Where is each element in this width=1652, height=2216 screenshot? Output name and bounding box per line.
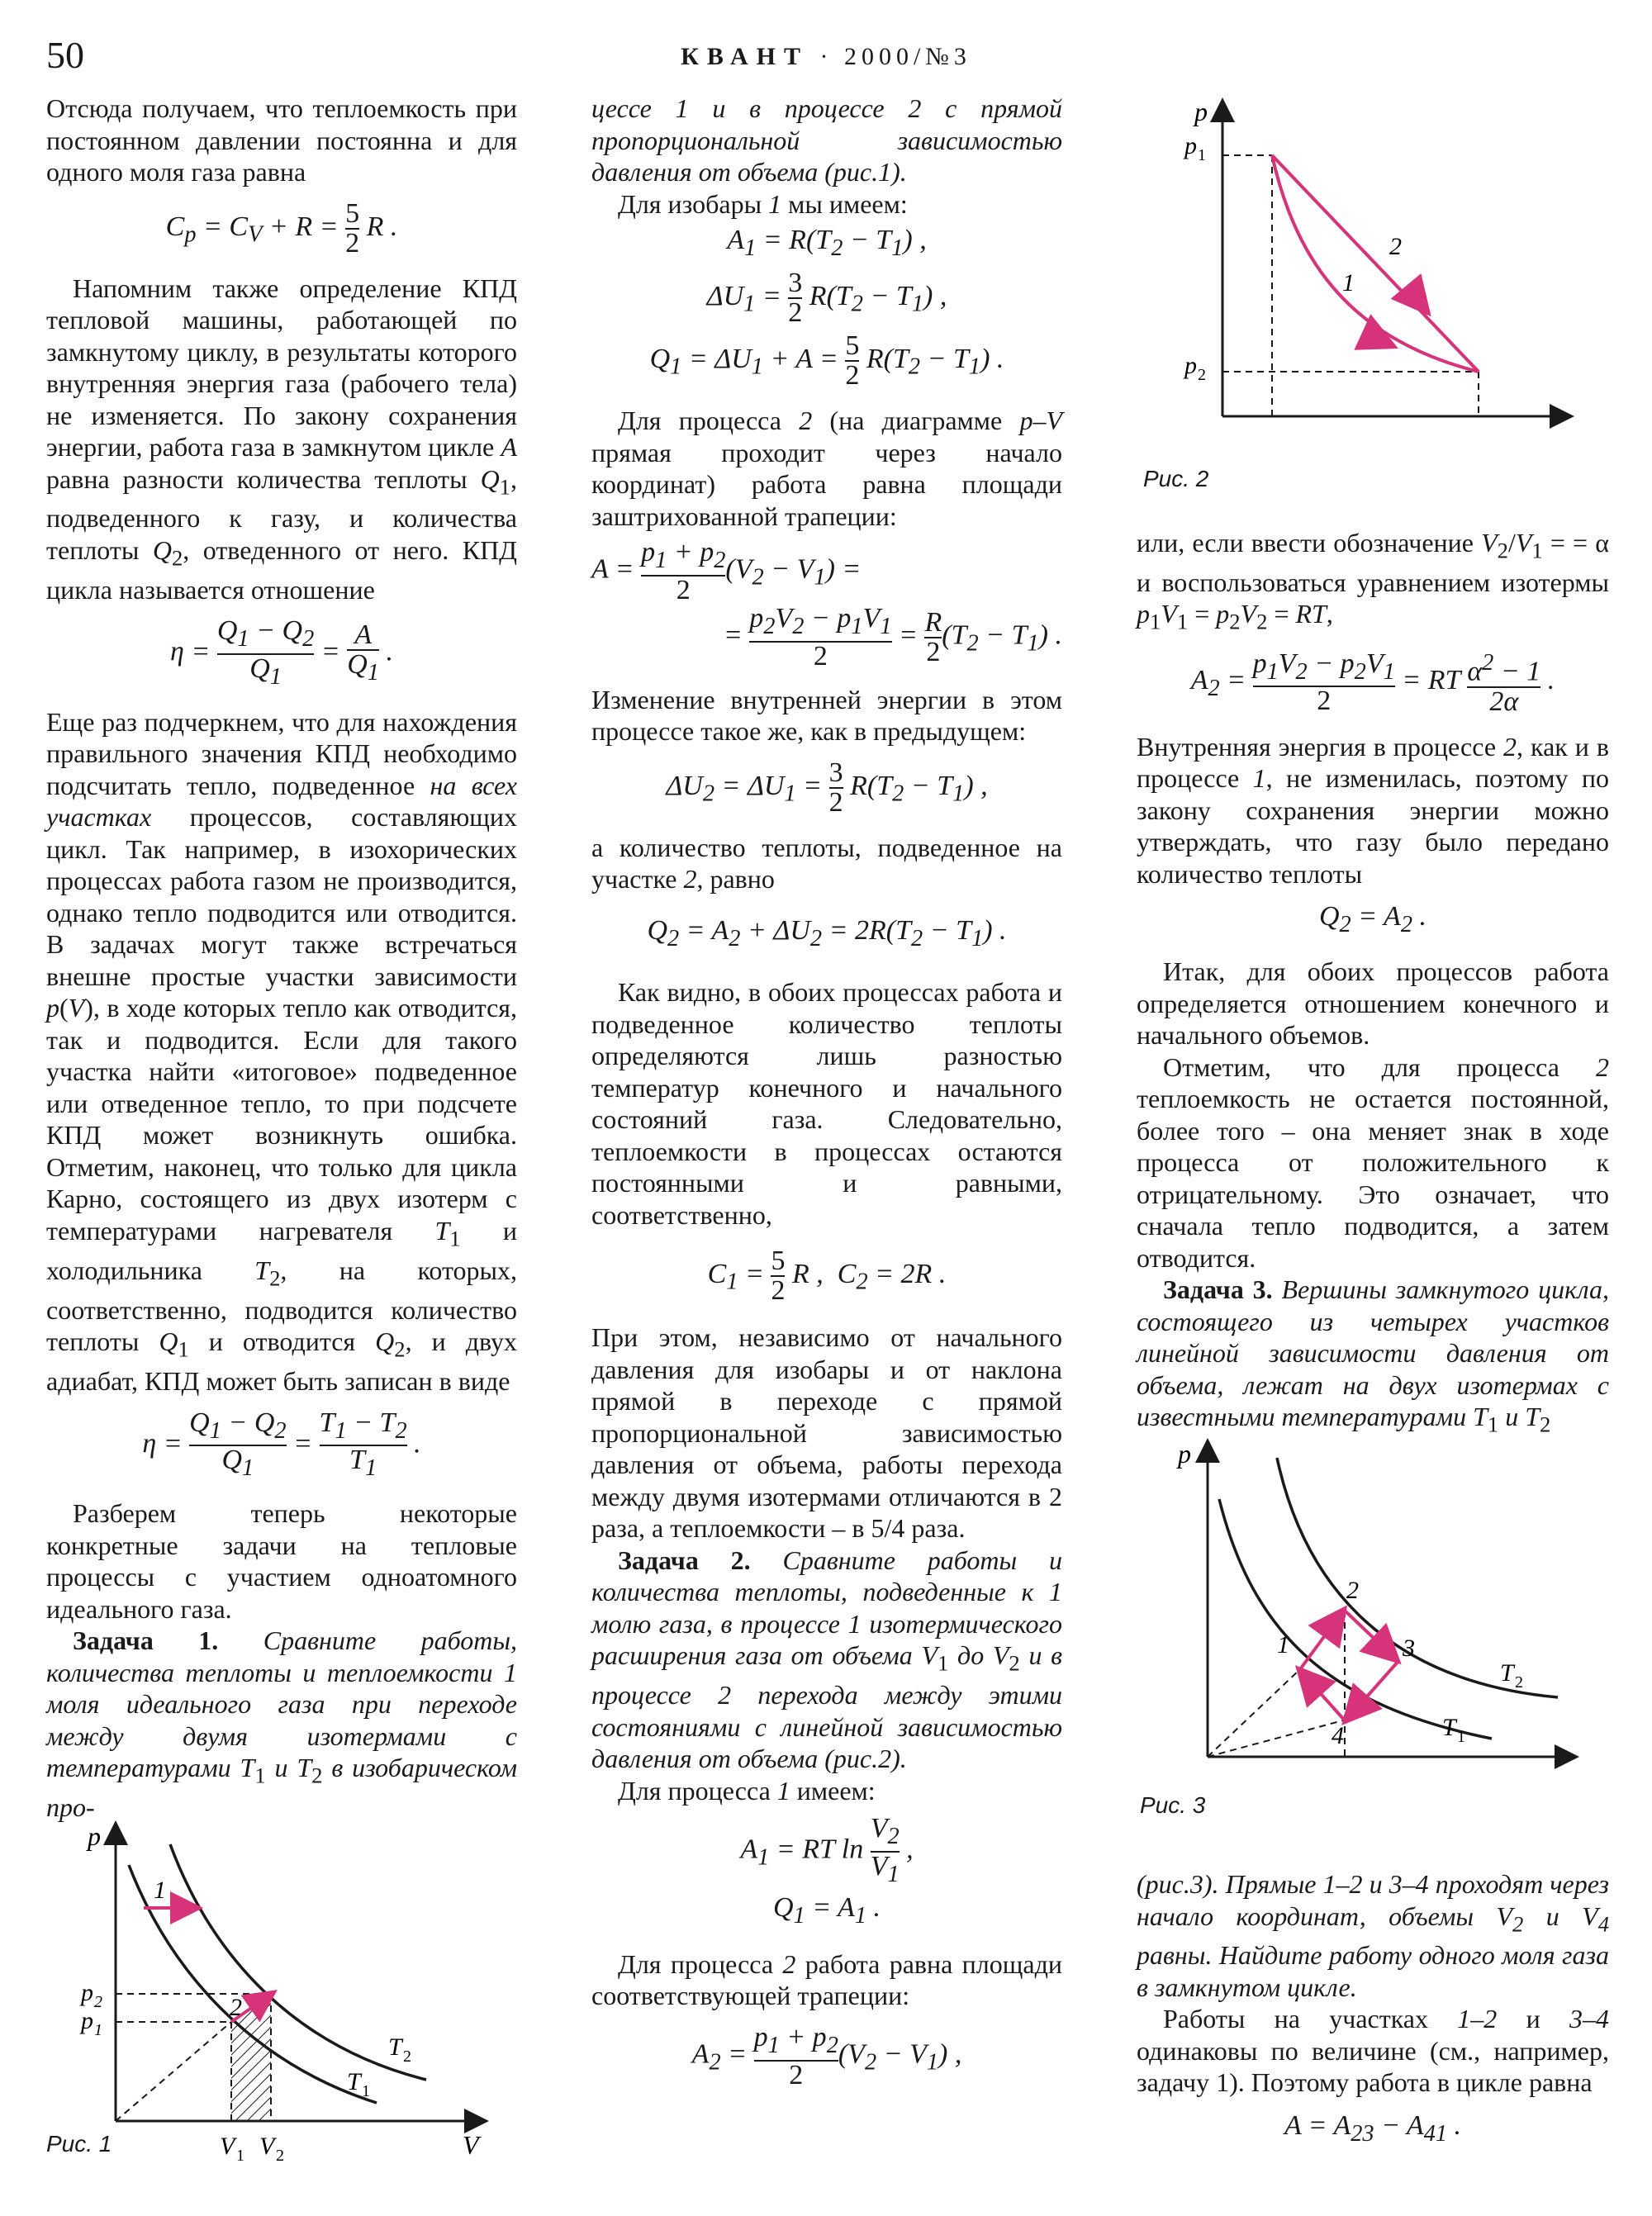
task-2: Задача 2. Сравните работы и количества теплоты, подведенные к 1 молю газа, в процессе 1 изотермического расширения газа от объема $V_1$ до $V_2$ и в процессе 2 перехода между этими состояниями с линейной зависимостью давления от объема (рис.2). [591,1545,1063,1774]
figure-1-caption: Рис. 1 [46,2131,112,2157]
equation-q1: $Q_1 = \Delta U_1 + A$ = $\frac{5}{2}$ $R(T_2 - T_1)$ . [649,330,1004,391]
svg-text:p: p [81,1979,93,2006]
svg-text:T: T [388,2033,402,2061]
svg-text:2: 2 [1515,1673,1523,1692]
equation-eta-2: η = $\frac{Q_1 - Q_2}{Q_1}$ = $\frac{T_1 - T_2}{T_1}$ . [142,1407,421,1482]
svg-text:1: 1 [1198,146,1206,164]
svg-text:p: p [1194,97,1208,126]
column-1 [46,93,517,1824]
column-3 [1137,527,1609,1440]
paragraph: Для процесса 1 имеем: [618,1775,876,1806]
svg-text:2: 2 [94,1993,102,2011]
paragraph: Еще раз подчеркнем, что для нахождения правильного значения КПД необходимо подсчитать тепло, подведенное на всех участках процессов, составляющих цикл. Так например, в изохорических процессах работа газом не производится, однако тепло подводится или отводится. В задачах могут также встречаться внешне простые участки зависимости p(V), в ходе которых тепло как отводится, так и подводится. Если для такого участка найти «итоговое» подведенное или отведенное тепло, то при подсчете КПД может возникнуть ошибка. Отметим, наконец, что только для цикла Карно, состоящего из двух изотерм с температурами нагревателя $T_1$ и холодильника $T_2$, на которых, соответственно, подводится количество теплоты $Q_1$ и отводится $Q_2$, и двух адиабат, КПД может быть записан в виде [46,706,518,1397]
equation-a2-alpha: $A_2$ = $\frac{p_1V_2 - p_2V_1}{2}$ = RT $\frac{\alpha^2 - 1}{2\alpha}$ . [1190,648,1555,717]
paragraph: Для процесса 2 работа равна площади соответствующей трапеции: [591,1948,1063,2011]
paragraph: Как видно, в обоих процессах работа и подведенное количество теплоты определяются лишь разностью температур конечного и начального состояний газа. Следовательно, теплоемкости в процессах остаются постоянными и равными, соответственно, [591,977,1062,1230]
svg-text:4: 4 [1332,1722,1344,1749]
equation-a1: $A_1 = R(T_2 - T_1)$ , [727,225,927,261]
paragraph: Работы на участках 1–2 и 3–4 одинаковы по величине (см., например, задачу 1). Поэтому работа в цикле равна [1137,2004,1610,2098]
equation-a2: $A_2$ = $\frac{p_1 + p_2}{2}$ $(V_2 - V_1)$ , [691,2021,962,2090]
svg-text:2: 2 [403,2048,411,2066]
paragraph: Для процесса 2 (на диаграмме p–V прямая проходит через начало координат) работа равна площади заштрихованной трапеции: [591,406,1063,531]
equation-du1: $\Delta U_1$ = $\frac{3}{2}$ $R(T_2 - T_1)$ , [706,268,947,329]
journal-title: КВАНТ · 2000/№3 [681,43,971,70]
task-1: Задача 1. Сравните работы, количества теплоты и теплоемкости 1 моля идеального газа при переходе между двумя изотермами с температурами $T_1$ и $T_2$ в изобарическом про- [46,1625,518,1823]
svg-text:T: T [1500,1659,1514,1687]
paragraph: Внутренняя энергия в процессе 2, как и в процессе 1, не изменилась, поэтому по закону сохранения энергии можно утверждать, что газу было передано количество теплоты [1137,731,1610,889]
paragraph: цессе 1 и в процессе 2 с прямой пропорциональной зависимостью давления от объема (рис.1). [591,93,1062,187]
paragraph: Отметим, что для процесса 2 теплоемкость не остается постоянной, более того – она меняет знак в ходе процесса от положительного к отрицательному. Это означает, что сначала тепло подводится, а затем отводится. [1137,1051,1609,1273]
paragraph: Напомним также определение КПД тепловой машины, работающей по замкнутому циклу, в результаты которого внутренняя энергия газа (рабочего тела) не изменяется. По закону сохранения энергии, работа газа в замкнутом цикле A равна разности количества теплоты $Q_1$, подведенного к газу, и количества теплоты $Q_2$, отведенного от него. КПД цикла называется отношение [46,273,518,605]
svg-text:p: p [88,1821,101,1851]
figure-2 [1173,93,1578,431]
equation-du2: $\Delta U_2 = \Delta U_1$ = $\frac{3}{2}$ $R(T_2 - T_1)$ , [666,757,988,818]
equation-a-line2: = $\frac{p_2V_2 - p_1V_1}{2}$ = $\frac{R}{2}$ $(T_2 - T_1)$ . [723,603,1062,671]
paragraph: Итак, для обоих процессов работа определяется отношением конечного и начального объемов. [1137,956,1609,1051]
equation-eta-1: η = $\frac{Q_1 - Q_2}{Q_1}$ = $\frac{A}{Q_1}$ . [170,615,393,690]
equation-a-line1: A = $\frac{p_1 + p_2}{2}$ $(V_2 - V_1)$ = [591,537,862,606]
svg-text:1: 1 [236,2147,244,2165]
svg-text:p: p [1184,352,1197,379]
svg-text:2: 2 [1389,233,1402,260]
svg-text:2: 2 [1346,1577,1359,1604]
cycle-segment-2-3 [1345,1611,1394,1658]
paragraph: а количество теплоты, подведенное на участке 2, равно [591,832,1062,894]
equation-q1-iso: $Q_1 = A_1$ . [772,1891,881,1929]
equation-q2: $Q_2 = A_2 + \Delta U_2 = 2R(T_2 - T_1)$ . [647,914,1007,951]
svg-text:T: T [347,2068,361,2095]
equation-cycle-work: $A = A_{23} - A_{41}$ . [1284,2109,1462,2147]
paragraph: или, если ввести обозначение $V_2/V_1$ = = α и воспользоваться уравнением изотермы $p_1V_1 = p_2V_2$ = RT, [1137,528,1610,634]
paragraph: (рис.3). Прямые 1–2 и 3–4 проходят через начало координат, объемы $V_2$ и $V_4$ равны. Найдите работу одного моля газа в замкнутом цикле. [1137,1869,1610,2002]
figure-3 [1161,1433,1591,1780]
paragraph: Отсюда получаем, что теплоемкость при постоянном давлении постоянна и для одного моля газа равна [46,93,517,187]
paragraph: При этом, независимо от начального давления для изобары и от наклона прямой в переходе с прямой пропорциональной зависимостью давления от объема, работы перехода между двумя изотермами отличаются в 2 раза, а теплоемкости – в 5/4 раза. [591,1322,1062,1544]
column-3-bottom [1137,1868,1609,2165]
svg-text:p: p [81,2007,93,2034]
paragraph: Для изобары 1 мы имеем: [618,188,908,219]
figure-2-caption: Рис. 2 [1143,466,1209,491]
svg-text:V: V [259,2133,275,2160]
svg-text:2: 2 [1198,366,1206,384]
svg-text:3: 3 [1403,1635,1415,1662]
equation-a1-iso: $A_1$ = RT ln $\frac{V_2}{V_1}$ , [740,1813,914,1887]
page-number: 50 [46,34,84,76]
svg-text:V: V [220,2133,235,2160]
svg-text:1: 1 [362,2082,370,2100]
svg-text:1: 1 [94,2021,102,2039]
svg-text:p: p [1178,1439,1191,1469]
figure-3-caption: Рис. 3 [1140,1792,1206,1818]
equation-q2-a2: $Q_2 = A_2$ . [1318,901,1427,937]
svg-text:T: T [1442,1714,1456,1741]
svg-text:2: 2 [230,1994,242,2021]
page-header [0,33,1652,83]
cycle-segment-1-2 [1300,1613,1341,1669]
svg-text:2: 2 [276,2147,284,2165]
equation-c: $C_1$ = $\frac{5}{2}$ R , $C_2 = 2R$ . [707,1246,947,1307]
task-3: Задача 3. Вершины замкнутого цикла, состоящего из четырех участков линейной зависимости давления от объема, лежат на двух изотермах с известными температурами $T_1$ и $T_2$ [1137,1274,1610,1437]
column-2 [591,93,1062,2104]
svg-text:1: 1 [1277,1631,1289,1658]
svg-text:V: V [463,2130,479,2160]
svg-text:1: 1 [1342,269,1355,297]
paragraph: Изменение внутренней энергии в этом процессе такое же, как в предыдущем: [591,684,1062,747]
figure-1 [46,1807,509,2165]
svg-text:1: 1 [1457,1728,1465,1746]
equation-cp: $C_p = C_V + R$ = $\frac{5}{2}$ R . [165,197,398,259]
svg-text:1: 1 [154,1877,166,1904]
paragraph: Разберем теперь некоторые конкретные задачи на тепловые процессы с участием одноатомного идеального газа. [46,1498,517,1624]
svg-text:p: p [1184,132,1197,159]
isotherm-t2 [1277,1458,1558,1697]
